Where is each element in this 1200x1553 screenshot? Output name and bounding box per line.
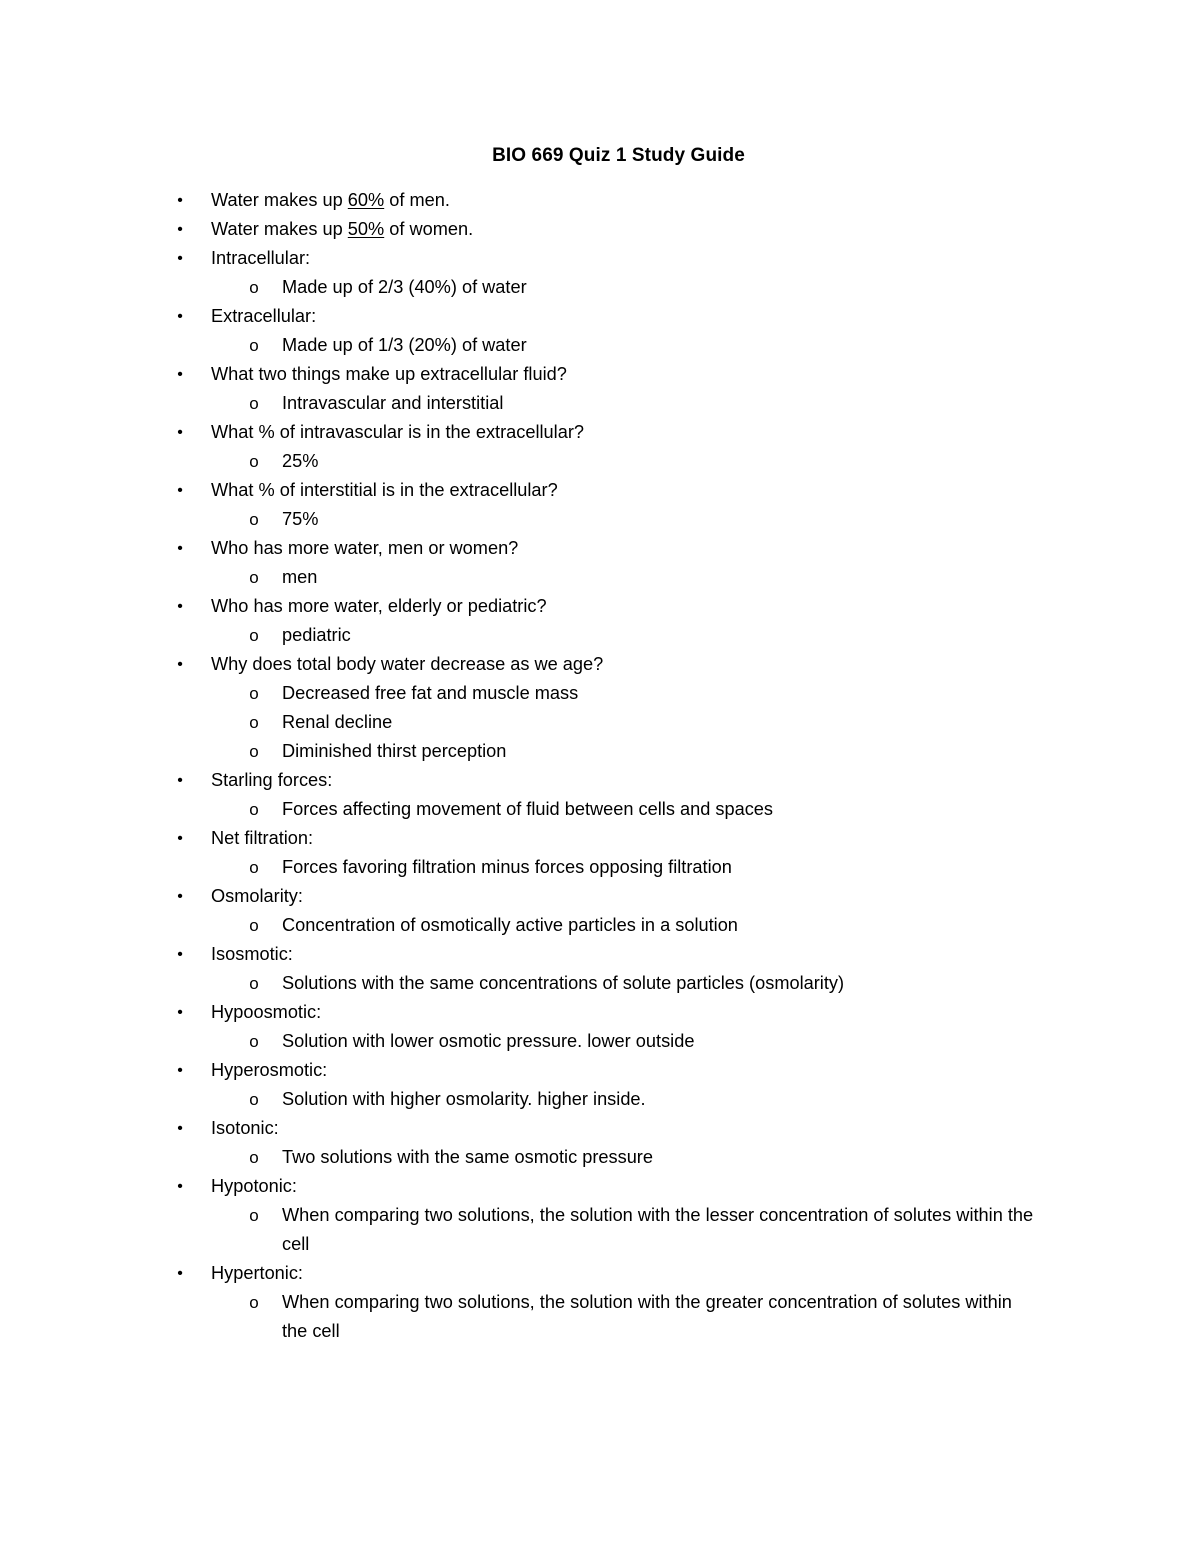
bullet-icon: • (177, 192, 183, 209)
sub-bullet-icon: o (249, 510, 259, 529)
sub-list-item-text: When comparing two solutions, the solution with the lesser concentration of solutes within the cell (282, 1205, 1034, 1254)
sub-list-item-text: men (282, 567, 318, 587)
sub-list-item (0, 563, 1200, 592)
sub-list-item-text: Decreased free fat and muscle mass (282, 683, 579, 703)
list-item-text: Isosmotic: (211, 944, 293, 964)
bullet-icon: • (177, 830, 183, 847)
sub-list-item (0, 911, 1200, 940)
list-item (0, 1172, 1200, 1201)
list-item (0, 534, 1200, 563)
sub-list-item (0, 853, 1200, 882)
sub-list-item-text: Two solutions with the same osmotic pressure (282, 1147, 653, 1167)
sub-bullet-icon: o (249, 1032, 259, 1051)
sub-list-item (0, 1201, 1200, 1259)
list-item (0, 302, 1200, 331)
list-item (0, 940, 1200, 969)
sub-list-item-text: Intravascular and interstitial (282, 393, 504, 413)
bullet-icon: • (177, 1004, 183, 1021)
sub-bullet-icon: o (249, 713, 259, 732)
bullet-icon: • (177, 946, 183, 963)
bullet-icon: • (177, 598, 183, 615)
list-item-text: Osmolarity: (211, 886, 303, 906)
sub-bullet-icon: o (249, 1148, 259, 1167)
bullet-icon: • (177, 366, 183, 383)
bullet-icon: • (177, 540, 183, 557)
bullet-icon: • (177, 1062, 183, 1079)
page-title: BIO 669 Quiz 1 Study Guide (492, 145, 745, 166)
sub-bullet-icon: o (249, 800, 259, 819)
list-item-text: Hypotonic: (211, 1176, 297, 1196)
list-item (0, 998, 1200, 1027)
list-item (0, 824, 1200, 853)
list-item (0, 1056, 1200, 1085)
sub-bullet-icon: o (249, 684, 259, 703)
sub-list-item (0, 1288, 1200, 1346)
bullet-icon: • (177, 1120, 183, 1137)
sub-bullet-icon: o (249, 278, 259, 297)
list-item (0, 592, 1200, 621)
sub-list-item-text: Renal decline (282, 712, 393, 732)
list-item-text: Isotonic: (211, 1118, 279, 1138)
bullet-icon: • (177, 308, 183, 325)
list-item-water-men (0, 186, 1200, 215)
list-item (0, 882, 1200, 911)
bullet-icon: • (177, 888, 183, 905)
list-item (0, 418, 1200, 447)
list-item-text: Starling forces: (211, 770, 333, 790)
list-item (0, 766, 1200, 795)
sub-bullet-icon: o (249, 568, 259, 587)
bullet-icon: • (177, 221, 183, 238)
sub-bullet-icon: o (249, 1293, 259, 1312)
list-item-text: Hypoosmotic: (211, 1002, 322, 1022)
sub-bullet-icon: o (249, 336, 259, 355)
sub-list-item-text: Forces affecting movement of fluid between cells and spaces (282, 799, 773, 819)
list-item-text: What % of interstitial is in the extracellular? (211, 480, 558, 500)
sub-list-item-text: pediatric (282, 625, 351, 645)
sub-list-item-text: 75% (282, 509, 319, 529)
list-item-text: Who has more water, elderly or pediatric? (211, 596, 547, 616)
sub-list-item (0, 969, 1200, 998)
sub-list-item-text: Made up of 2/3 (40%) of water (282, 277, 527, 297)
bullet-icon: • (177, 424, 183, 441)
sub-list-item-text: Concentration of osmotically active particles in a solution (282, 915, 738, 935)
sub-list-item (0, 1085, 1200, 1114)
sub-list-item (0, 1143, 1200, 1172)
sub-bullet-icon: o (249, 452, 259, 471)
sub-bullet-icon: o (249, 1206, 259, 1225)
sub-list-item-text: Solution with higher osmolarity. higher inside. (282, 1089, 646, 1109)
study-guide-list (0, 186, 1200, 1346)
sub-bullet-icon: o (249, 1090, 259, 1109)
list-item (0, 476, 1200, 505)
list-item-text: Extracellular: (211, 306, 317, 326)
list-item-text: Intracellular: (211, 248, 311, 268)
sub-bullet-icon: o (249, 858, 259, 877)
bullet-icon: • (177, 1265, 183, 1282)
sub-bullet-icon: o (249, 394, 259, 413)
sub-list-item-text: Made up of 1/3 (20%) of water (282, 335, 527, 355)
list-item-text: What % of intravascular is in the extracellular? (211, 422, 585, 442)
sub-list-item (0, 795, 1200, 824)
sub-bullet-icon: o (249, 626, 259, 645)
bullet-icon: • (177, 656, 183, 673)
list-item-text: Net filtration: (211, 828, 314, 848)
bullet-icon: • (177, 1178, 183, 1195)
sub-bullet-icon: o (249, 742, 259, 761)
list-item-water-women (0, 215, 1200, 244)
underlined-value: 60% (347, 190, 385, 210)
underlined-value: 50% (347, 219, 385, 239)
list-item (0, 244, 1200, 273)
sub-list-item (0, 389, 1200, 418)
list-item-text: Why does total body water decrease as we age? (211, 654, 604, 674)
list-item (0, 1114, 1200, 1143)
list-item-text: What two things make up extracellular fluid? (211, 364, 567, 384)
list-item (0, 650, 1200, 679)
sub-list-item-text: Forces favoring filtration minus forces opposing filtration (282, 857, 732, 877)
sub-list-item (0, 331, 1200, 360)
list-item-text: Water makes up 50% of women. (211, 219, 474, 239)
sub-list-item (0, 505, 1200, 534)
sub-list-item (0, 447, 1200, 476)
sub-list-item-text: Solutions with the same concentrations of solute particles (osmolarity) (282, 973, 845, 993)
list-item (0, 360, 1200, 389)
list-item-text: Hyperosmotic: (211, 1060, 328, 1080)
list-item (0, 1259, 1200, 1288)
sub-list-item-text: Diminished thirst perception (282, 741, 507, 761)
bullet-icon: • (177, 250, 183, 267)
sub-list-item-text: When comparing two solutions, the solution with the greater concentration of solutes within the cell (282, 1292, 1012, 1341)
sub-list-item-text: 25% (282, 451, 319, 471)
sub-bullet-icon: o (249, 916, 259, 935)
bullet-icon: • (177, 482, 183, 499)
bullet-icon: • (177, 772, 183, 789)
sub-list-item (0, 679, 1200, 708)
list-item-text: Water makes up 60% of men. (211, 190, 450, 210)
sub-list-item-text: Solution with lower osmotic pressure. lower outside (282, 1031, 695, 1051)
list-item-text: Who has more water, men or women? (211, 538, 519, 558)
list-item-text: Hypertonic: (211, 1263, 303, 1283)
sub-bullet-icon: o (249, 974, 259, 993)
sub-list-item (0, 708, 1200, 737)
sub-list-item (0, 273, 1200, 302)
sub-list-item (0, 737, 1200, 766)
sub-list-item (0, 621, 1200, 650)
sub-list-item (0, 1027, 1200, 1056)
